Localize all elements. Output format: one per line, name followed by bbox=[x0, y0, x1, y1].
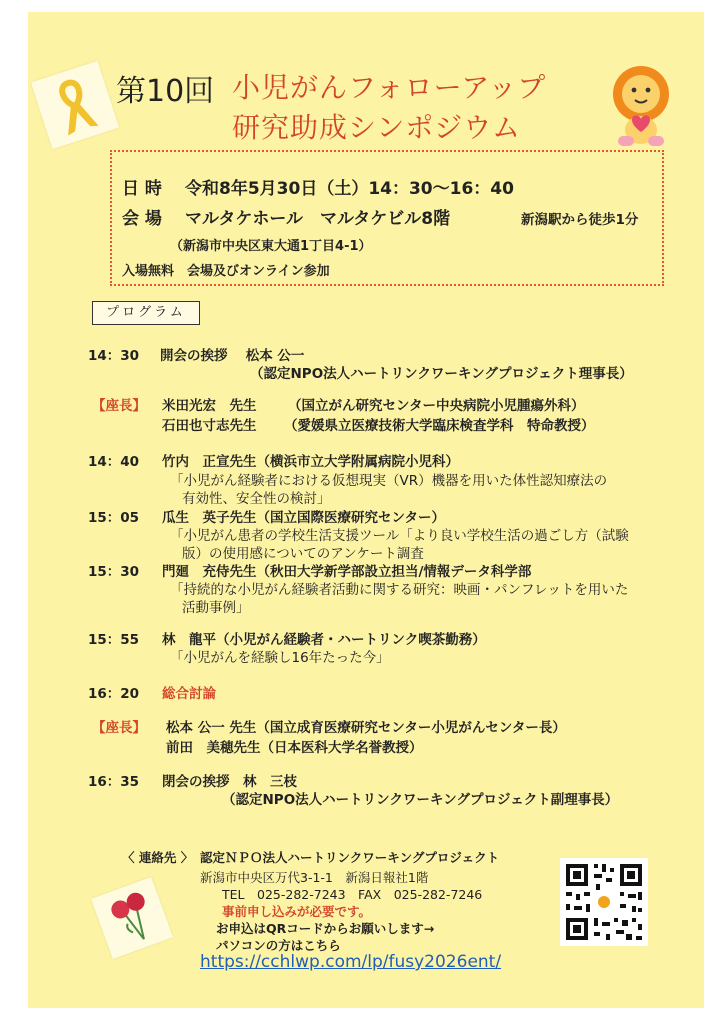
contact-tel-fax: TEL 025-282-7243 FAX 025-282-7246 bbox=[222, 887, 483, 902]
contact-address: 新潟市中央区万代3-1-1 新潟日報社1階 bbox=[200, 870, 429, 885]
talk4-speaker: 林 龍平（小児がん経験者・ハートリンク喫茶勤務） bbox=[162, 632, 486, 648]
venue-access: 新潟駅から徒歩1分 bbox=[521, 212, 639, 228]
chair1-b-name: 石田也寸志先生 bbox=[162, 418, 257, 434]
chair1-b-affiliation: （愛媛県立医療技術大学臨床検査学科 特命教授） bbox=[284, 418, 595, 434]
discussion-time: 16：20 bbox=[88, 686, 140, 702]
date-value: 令和8年5月30日（土）14：30～16：40 bbox=[185, 179, 514, 199]
talk2-time: 15：05 bbox=[88, 510, 140, 526]
closing-role: （認定NPO法人ハートリンクワーキングプロジェクト副理事長） bbox=[222, 792, 619, 808]
opening-role: （認定NPO法人ハートリンクワーキングプロジェクト理事長） bbox=[250, 366, 633, 382]
discussion-title: 総合討論 bbox=[162, 686, 216, 702]
talk4-topic-line1: 「小児がんを経験し16年たった今」 bbox=[170, 650, 390, 666]
chair1-a-affiliation: （国立がん研究センター中央病院小児腫瘍外科） bbox=[288, 398, 585, 414]
talk2-topic-line2: 版）の使用感についてのアンケート調査 bbox=[182, 546, 424, 562]
talk3-topic-line1: 「持続的な小児がん経験者活動に関する研究：映画・パンフレットを用いた bbox=[170, 582, 629, 598]
closing-time: 16：35 bbox=[88, 774, 140, 790]
lion-mascot-icon bbox=[608, 64, 674, 148]
talk3-time: 15：30 bbox=[88, 564, 140, 580]
talk2-speaker: 瓜生 英子先生（国立国際医療研究センター） bbox=[162, 510, 445, 526]
registration-url-link[interactable]: https://cchlwp.com/lp/fusy2026ent/ bbox=[200, 952, 502, 972]
title-line1: 小児がんフォローアップ bbox=[232, 71, 547, 104]
venue-address: （新潟市中央区東大通1丁目4-1） bbox=[170, 239, 372, 254]
program-label: プログラム bbox=[92, 301, 200, 325]
talk1-topic-line2: 有効性、安全性の検討」 bbox=[182, 491, 331, 507]
contact-org: 認定ＮＰＯ法人ハートリンクワーキングプロジェクト bbox=[200, 850, 500, 865]
chair1-a-name: 米田光宏 先生 bbox=[162, 398, 257, 414]
talk1-speaker: 竹内 正宣先生（横浜市立大学附属病院小児科） bbox=[162, 454, 459, 470]
talk3-topic-line2: 活動事例」 bbox=[182, 600, 250, 616]
talk4-time: 15：55 bbox=[88, 632, 140, 648]
pc-instruction: パソコンの方はこちら bbox=[216, 938, 341, 953]
carnation-icon bbox=[102, 886, 161, 950]
qr-instruction: お申込はQRコードからお願いします→ bbox=[216, 921, 435, 936]
qr-code[interactable] bbox=[560, 858, 648, 946]
registration-notice: 事前申し込みが必要です。 bbox=[222, 904, 372, 919]
chair1-label: 【座長】 bbox=[92, 398, 146, 414]
chair2-label: 【座長】 bbox=[92, 720, 146, 736]
opening-time: 14：30 bbox=[88, 348, 140, 364]
talk1-topic-line1: 「小児がん経験者における仮想現実（VR）機器を用いた体性認知療法の bbox=[170, 473, 608, 489]
contact-label: 〈 連絡先 〉 bbox=[122, 850, 194, 865]
opening-title: 開会の挨拶 松本 公一 bbox=[160, 348, 305, 364]
closing-title: 閉会の挨拶 林 三枝 bbox=[162, 774, 297, 790]
venue-value: マルタケホール マルタケビル8階 bbox=[185, 209, 451, 229]
chair2-a: 松本 公一 先生（国立成育医療研究センター小児がんセンター長） bbox=[166, 720, 566, 736]
title-line2: 研究助成シンポジウム bbox=[232, 111, 522, 144]
venue-label: 会 場 bbox=[122, 209, 162, 229]
date-label: 日 時 bbox=[122, 179, 162, 199]
talk2-topic-line1: 「小児がん患者の学校生活支援ツール「より良い学校生活の過ごし方（試験 bbox=[170, 528, 629, 544]
talk3-speaker: 門廻 充侍先生（秋田大学新学部設立担当/情報データ科学部 bbox=[162, 564, 532, 580]
title-edition: 第10回 bbox=[116, 74, 215, 109]
ribbon-icon bbox=[47, 71, 103, 139]
chair2-b: 前田 美穂先生（日本医科大学名誉教授） bbox=[166, 740, 423, 756]
admission-info: 入場無料 会場及びオンライン参加 bbox=[122, 264, 330, 279]
talk1-time: 14：40 bbox=[88, 454, 140, 470]
